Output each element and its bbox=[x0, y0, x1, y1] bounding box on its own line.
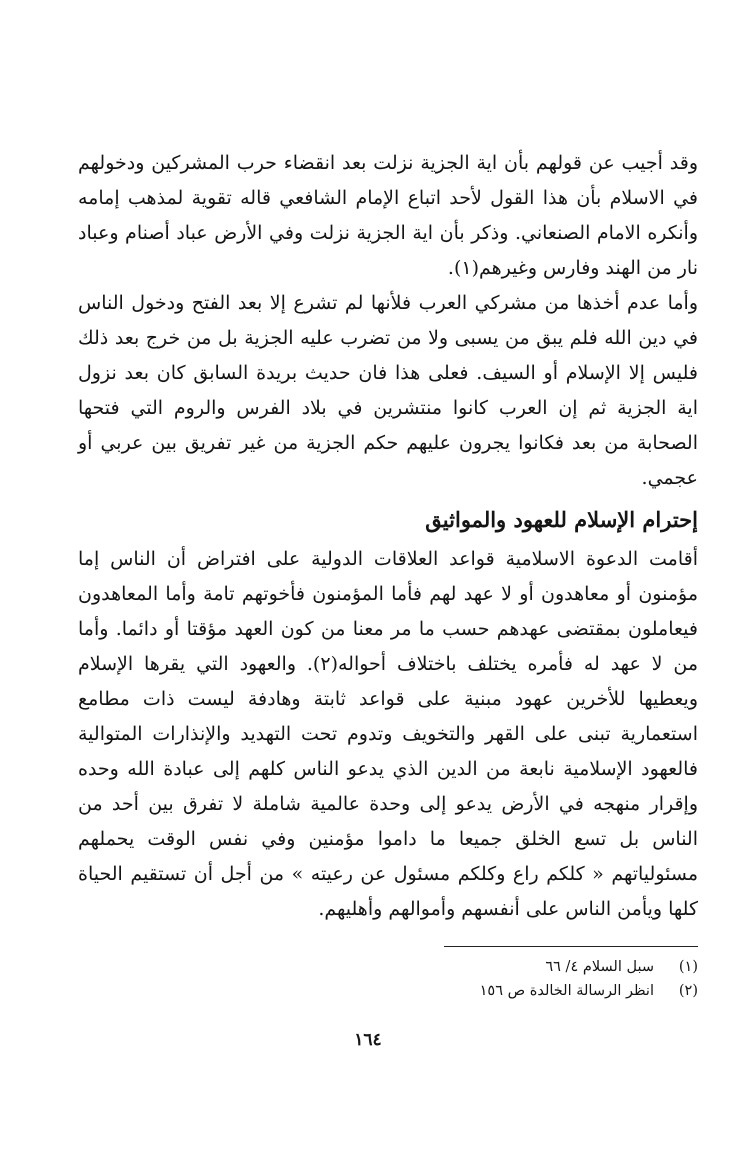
footnote-divider bbox=[444, 946, 698, 947]
page-number: ١٦٤ bbox=[354, 1030, 382, 1050]
paragraph-treaties: أقامت الدعوة الاسلامية قواعد العلاقات الدولية على افتراض أن الناس إما مؤمنون أو معاهدون أو لا عهد لهم فأما المؤمنون فأخوتهم تامة وأما المعاهدون فيعاملون بمقتضى عهدهم حسب ما مر معنا من كون العهد مؤقتا أو دائما. وأما من لا عهد له فأمره يختلف باختلاف أحواله(٢). والعهود التي يقرها الإسلام ويعطيها للأخرين عهود مبنية على قواعد ثابتة وهادفة ليست ذات مطامع استعمارية تبنى على القهر والتخويف وتدوم تحت التهديد والإنذارات المتوالية فالعهود الإسلامية نابعة من الدين الذي يدعو الناس كلهم إلى عبادة الله وحده وإقرار منهجه في الأرض يدعو إلى وحدة عالمية شاملة لا تفرق بين أحد من الناس بل تسع الخلق جميعا ما داموا مؤمنين وفي نفس الوقت يحملهم مسئولياتهم « كلكم راع وكلكم مسئول عن رعيته » من أجل أن تستقيم الحياة كلها ويأمن الناس على أنفسهم وأموالهم وأهليهم. bbox=[78, 548, 698, 920]
footnote-text: انظر الرسالة الخالدة ص ١٥٦ bbox=[479, 983, 654, 999]
paragraph-arab-polytheists: وأما عدم أخذها من مشركي العرب فلأنها لم تشرع إلا بعد الفتح ودخول الناس في دين الله فلم يبق من يسبى ولا من تضرب عليه الجزية بل من خرج بعد ذلك فليس إلا الإسلام أو السيف. فعلى هذا فان حديث بريدة السابق كان بعد نزول اية الجزية ثم إن العرب كانوا منتشرين في بلاد الفرس والروم التي فتحها الصحابة من بعد فكانوا يجرون عليهم حكم الجزية من غير تفريق بين عربي أو عجمي. bbox=[78, 292, 698, 489]
footnote-2 bbox=[78, 979, 698, 1003]
footnote-number: (٢) bbox=[678, 983, 698, 999]
footnote-text: سبل السلام ٤/ ٦٦ bbox=[545, 959, 654, 975]
section-heading: إحترام الإسلام للعهود والمواثيق bbox=[425, 507, 698, 532]
footnote-1 bbox=[78, 955, 698, 979]
paragraph-jizya-verse: وقد أجيب عن قولهم بأن اية الجزية نزلت بعد انقضاء حرب المشركين ودخولهم في الاسلام بأن هذا القول لأحد اتباع الإمام الشافعي قاله تقوية لمذهب إمامه وأنكره الامام الصنعاني. وذكر بأن اية الجزية نزلت وفي الأرض عباد أصنام وعباد نار من الهند وفارس وغيرهم(١). bbox=[78, 152, 698, 279]
footnote-number: (١) bbox=[678, 959, 698, 975]
